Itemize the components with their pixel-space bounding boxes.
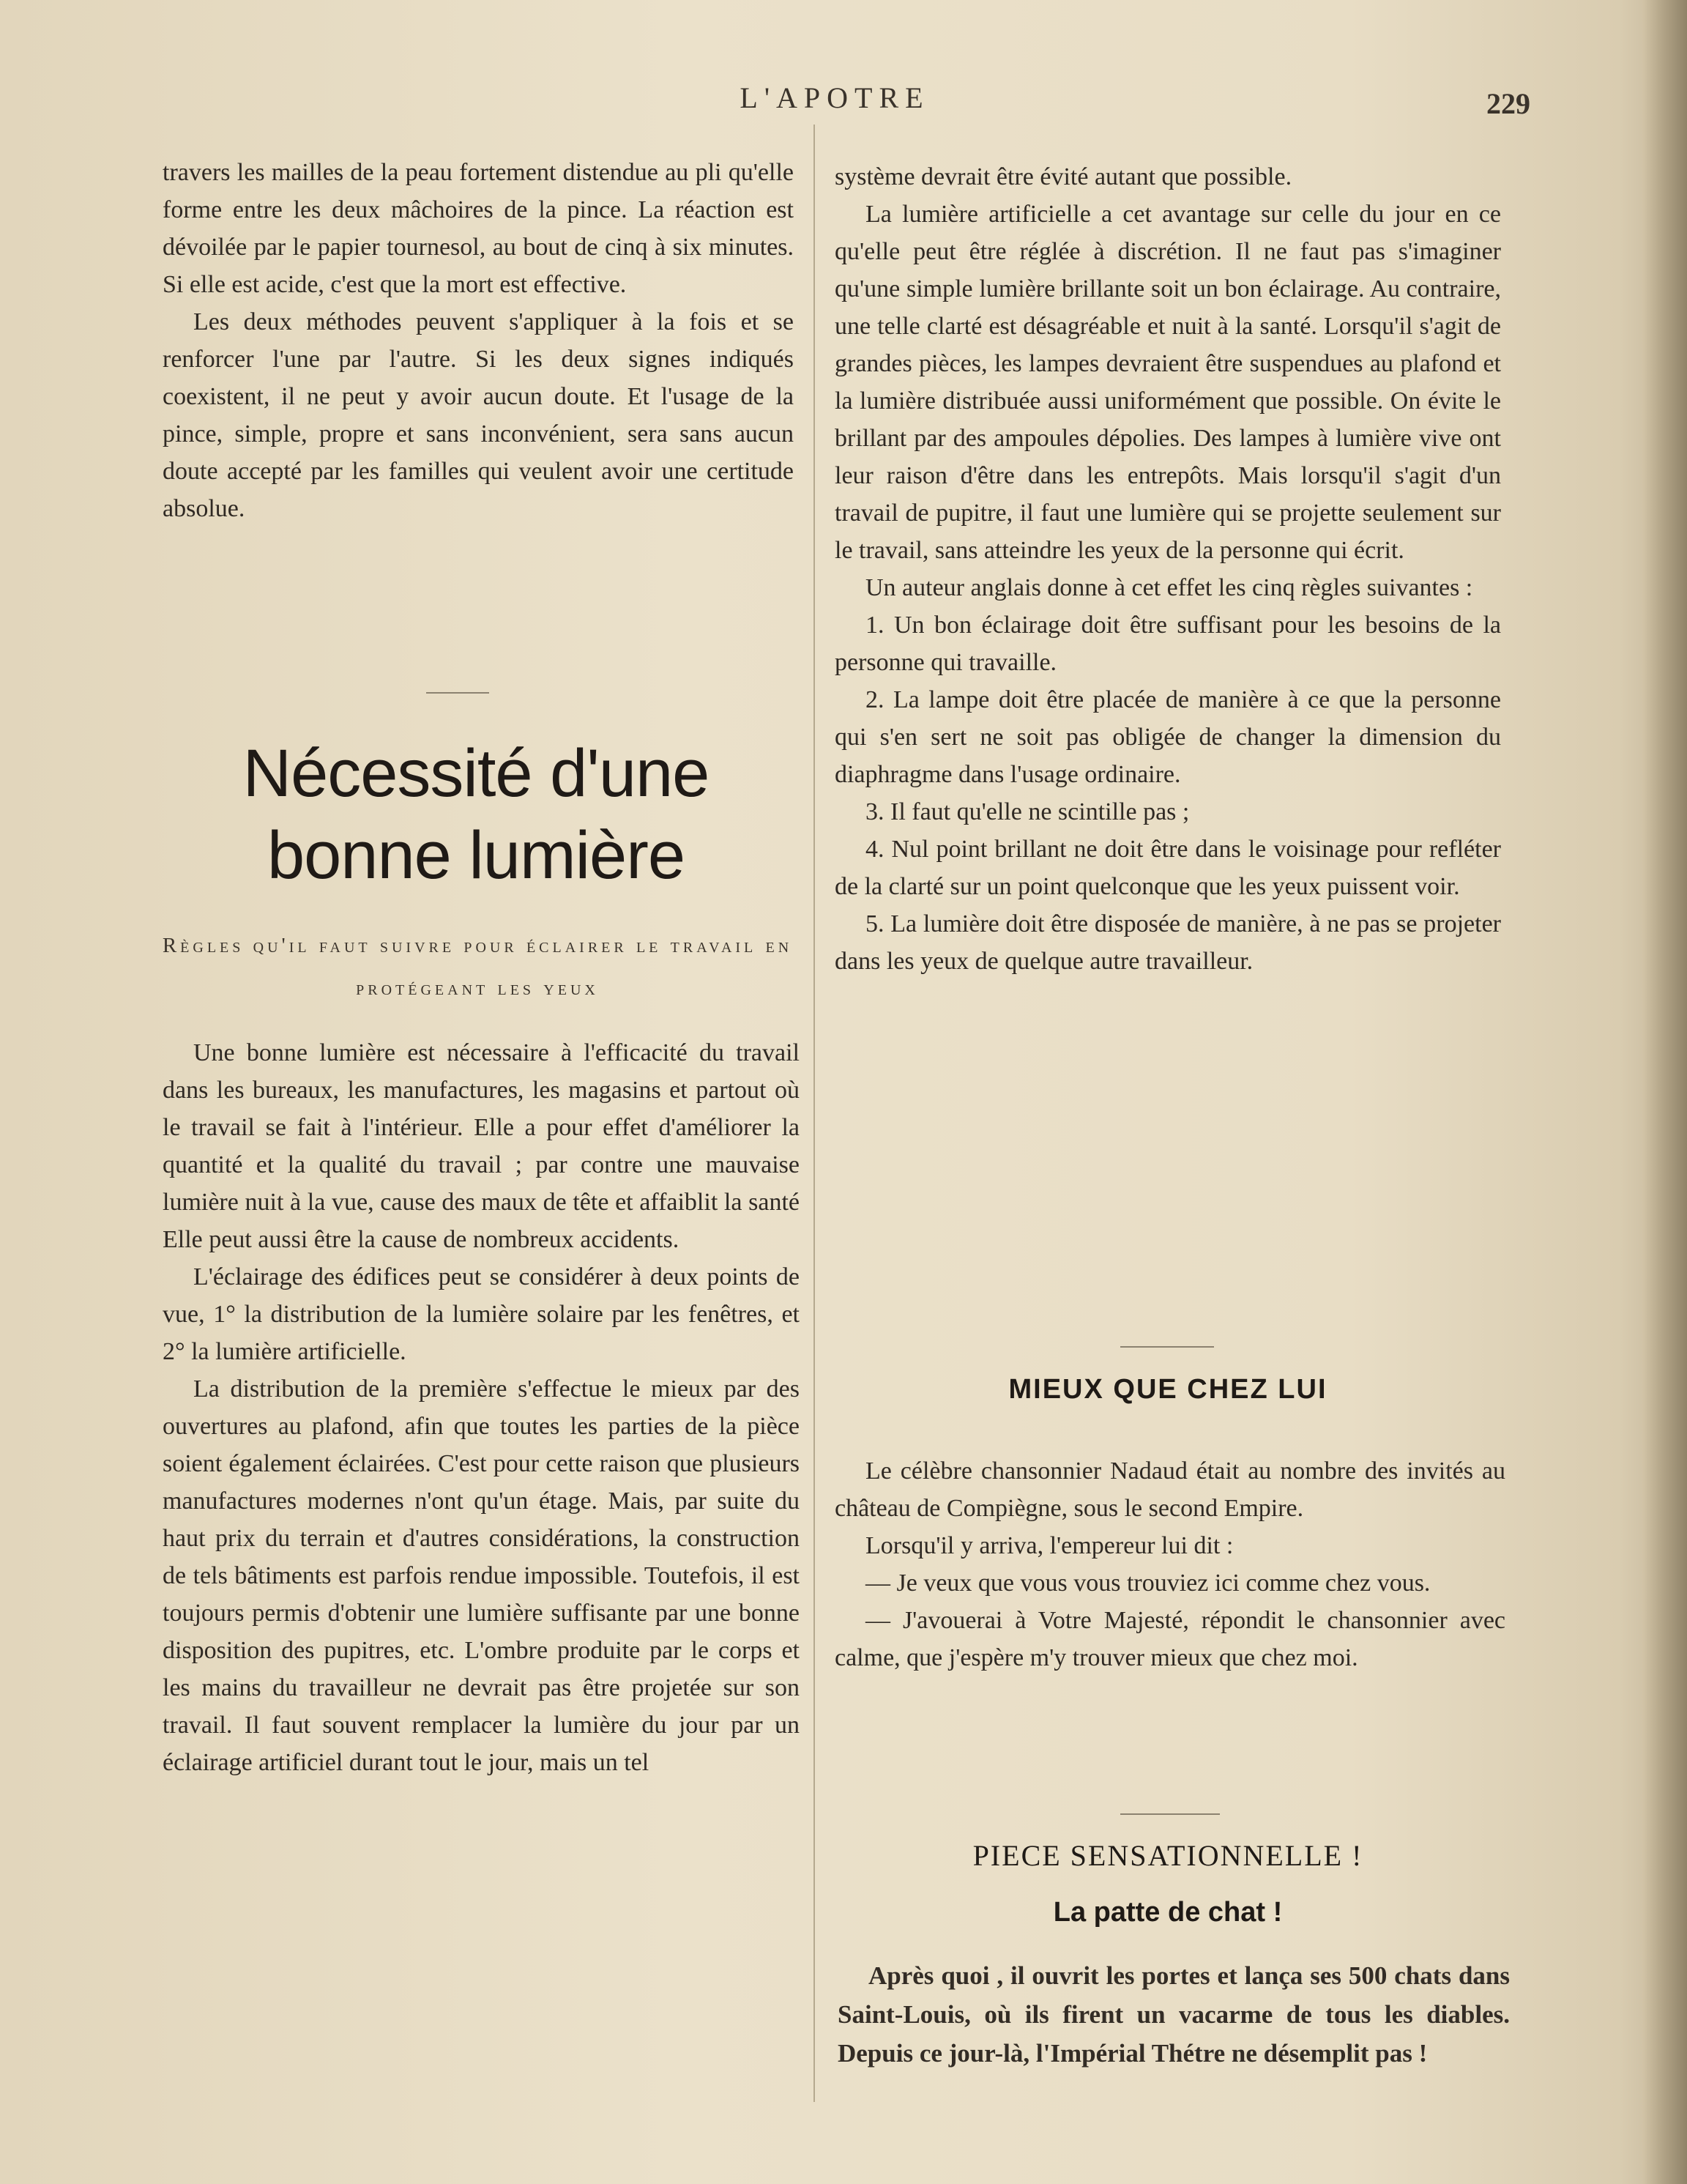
rule-item: 1. Un bon éclairage doit être suffisant pour les besoins de la personne qui travaille. [835,612,1501,676]
paragraph: L'éclairage des édifices peut se considérer à deux points de vue, 1° la distribution de la lumière solaire par les fenêtres, et 2° la lumière artificielle. [163,1263,800,1365]
article-body [163,1034,800,1781]
book-spine-edge [1642,0,1687,2184]
paragraph: — J'avouerai à Votre Majesté, répondit le chansonnier avec calme, que j'espère m'y trouver mieux que chez moi. [835,1607,1505,1671]
paragraph: Un auteur anglais donne à cet effet les cinq règles suivantes : [865,574,1473,601]
paragraph: Après quoi , il ouvrit les portes et lança ses 500 chats dans Saint-Louis, où ils firent un vacarme de tous les diables. Depuis ce jour-là, l'Impérial Thétre ne désemplit pas ! [838,1961,1510,2068]
rule-item: 3. Il faut qu'elle ne scintille pas ; [865,798,1190,825]
page-number: 229 [1486,87,1530,120]
rule-item: 4. Nul point brillant ne doit être dans le voisinage pour refléter de la clarté sur un point quelconque que les yeux puissent voir. [835,836,1501,900]
piece-body [838,1956,1510,2073]
anecdote-heading: MIEUX QUE CHEZ LUI [1008,1374,1327,1405]
paragraph: La distribution de la première s'effectue le mieux par des ouvertures au plafond, afin que toutes les parties de la pièce soient également éclairées. C'est pour cette raison que plusieurs manufactures modernes n'ont qu'un étage. Mais, par suite du haut prix du terrain et d'autres considérations, la construction de tels bâtiments est parfois rendue impossible. Toutefois, il est toujours permis d'obtenir une lumière suffisante par une bonne disposition des pupitres, etc. L'ombre produite par le corps et les mains du travailleur ne devrait pas être projetée sur son travail. Il faut souvent remplacer la lumière du jour par un éclairage artificiel durant tout le jour, mais un tel [163,1375,800,1776]
rule-item: 2. La lampe doit être placée de manière à ce que la personne qui s'en sert ne soit pas obligée de changer la dimension du diaphragme dans l'usage ordinaire. [835,686,1501,788]
paragraph: système devrait être évité autant que possible. [835,163,1292,190]
rule-item: 5. La lumière doit être disposée de manière, à ne pas se projeter dans les yeux de quelque autre travailleur. [835,910,1501,975]
piece-heading: PIECE SENSATIONNELLE ! [972,1839,1363,1872]
right-column-continuation [835,158,1501,980]
article-title: Nécessité d'une bonne lumière [242,736,710,893]
piece-subheading: La patte de chat ! [1053,1897,1283,1928]
paragraph: — Je veux que vous vous trouviez ici comme chez vous. [865,1570,1431,1597]
separator-rule [1120,1813,1220,1815]
paragraph: Lorsqu'il y arriva, l'empereur lui dit : [865,1532,1234,1559]
column-divider [813,125,815,2102]
paragraph: La lumière artificielle a cet avantage sur celle du jour en ce qu'elle peut être réglée à discrétion. Il ne faut pas s'imaginer qu'une simple lumière brillante soit un bon éclairage. Au contraire, une telle clarté est désagréable et nuit à la santé. Lorsqu'il s'agit de grandes pièces, les lampes devraient être suspendues au plafond et la lumière distribuée aussi uniformément que possible. On évite le brillant par des ampoules dépolies. Des lampes à lumière vive ont leur raison d'être dans les entrepôts. Mais lorsqu'il s'agit d'un travail de pupitre, il faut une lumière qui se projette seulement sur le travail, sans atteindre les yeux de la personne qui écrit. [835,201,1501,564]
paragraph: Le célèbre chansonnier Nadaud était au nombre des invités au château de Compiègne, sous le second Empire. [835,1457,1505,1522]
running-title: L'APOTRE [740,81,930,114]
left-column-continuation [163,154,794,527]
paragraph: Les deux méthodes peuvent s'appliquer à la fois et se renforcer l'une par l'autre. Si les deux signes indiqués coexistent, il ne peut y avoir aucun doute. Et l'usage de la pince, simple, propre et sans inconvénient, sera sans aucun doute accepté par les familles qui veulent avoir une certitude absolue. [163,308,794,522]
paragraph: travers les mailles de la peau fortement distendue au pli qu'elle forme entre les deux mâchoires de la pince. La réaction est dévoilée par le papier tournesol, au bout de cinq à six minutes. Si elle est acide, c'est que la mort est effective. [163,159,794,298]
separator-rule [1120,1346,1214,1348]
anecdote-body [835,1452,1505,1676]
separator-rule [426,692,489,694]
paragraph: Une bonne lumière est nécessaire à l'efficacité du travail dans les bureaux, les manufactures, les magasins et partout où le travail se fait à l'intérieur. Elle a pour effet d'améliorer la quantité et la qualité du travail ; par contre une mauvaise lumière nuit à la vue, cause des maux de tête et affaiblit la santé Elle peut aussi être la cause de nombreux accidents. [163,1039,800,1253]
article-subtitle: Règles qu'il faut suivre pour éclairer le travail en protégeant les yeux [162,934,793,1000]
